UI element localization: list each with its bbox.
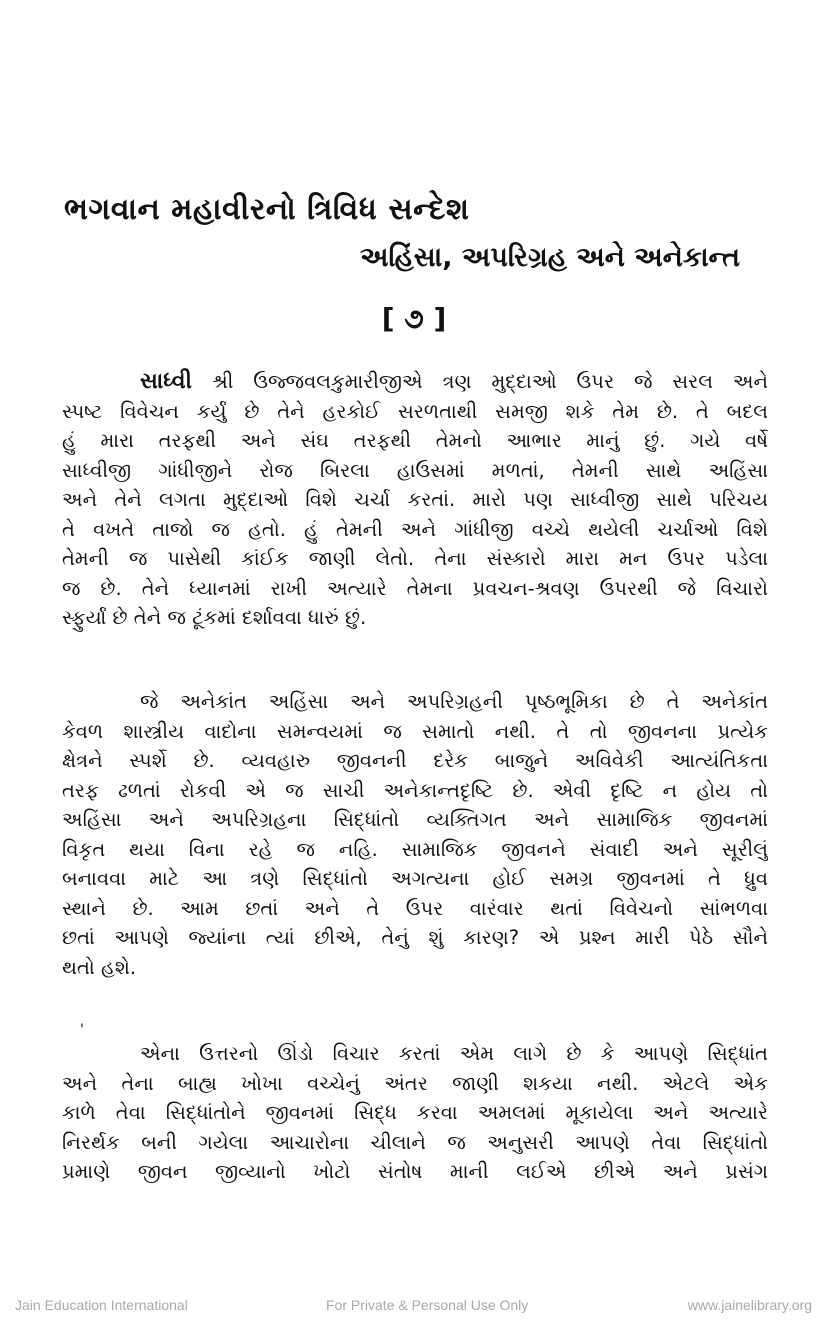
paragraph-line: કાળે તેવા સિદ્ધાંતોને જીવનમાં સિદ્ધ કરવા અમલમાં મૂકાયેલા અને અત્યારે — [62, 1101, 768, 1124]
paragraph-line: હું મારા તરફથી અને સંઘ તરફથી તેમનો આભાર માનું છું. ગયે વર્ષે — [62, 429, 768, 452]
paragraph-line: અહિંસા અને અપરિગ્રહના સિદ્ધાંતો વ્યક્તિગત અને સામાજિક જીવનમાં — [62, 808, 768, 831]
footer-usage-notice: For Private & Personal Use Only — [326, 1297, 529, 1313]
paragraph-line: બનાવવા માટે આ ત્રણે સિદ્ધાંતો અગત્યના હોઈ સમગ્ર જીવનમાં તે ધ્રુવ — [62, 867, 768, 890]
stray-print-mark: ' — [80, 1022, 84, 1038]
page-subtitle: અહિંસા, અપરિગ્રહ અને અનેકાન્ત — [359, 242, 740, 273]
footer-website-link[interactable]: www.jainelibrary.org — [687, 1297, 812, 1313]
paragraph-line: જે અનેકાંત અહિંસા અને અપરિગ્રહની પૃષ્ઠભૂમિકા છે તે અનેકાંત — [140, 690, 768, 713]
paragraph-line: સાધ્વી શ્રી ઉજ્જવલકુમારીજીએ ત્રણ મુદ્દાઓ ઉપર જે સરલ અને — [140, 369, 768, 394]
paragraph-line: એના ઉત્તરનો ઊંડો વિચાર કરતાં એમ લાગે છે કે આપણે સિદ્ધાંત — [140, 1042, 768, 1065]
paragraph-line: તેમની જ પાસેથી કાંઈક જાણી લેતો. તેના સંસ્કારો મારા મન ઉપર પડેલા — [62, 547, 768, 570]
paragraph-line: છતાં આપણે જ્યાંના ત્યાં છીએ, તેનું શું કારણ? એ પ્રશ્ન મારી પેઠે સૌને — [62, 926, 768, 949]
footer-publisher: Jain Education International — [15, 1297, 188, 1313]
paragraph-line: સાધ્વીજી ગાંધીજીને રોજ બિરલા હાઉસમાં મળતાં, તેમની સાથે અહિંસા — [62, 458, 768, 482]
chapter-number: [ ૭ ] — [381, 302, 447, 335]
paragraph-line: તરફ ઢળતાં રોકવી એ જ સાચી અનેકાન્તદૃષ્ટિ છે. એવી દૃષ્ટિ ન હોય તો — [62, 778, 768, 802]
paragraph-1 — [62, 367, 768, 633]
paragraph-line: સ્થાને છે. આમ છતાં અને તે ઉપર વારંવાર થતાં વિવેચનો સાંભળવા — [62, 896, 768, 920]
paragraph-line: અને તેને લગતા મુદ્દાઓ વિશે ચર્ચા કરતાં. મારો પણ સાધ્વીજી સાથે પરિચય — [62, 488, 768, 511]
paragraph-line: વિકૃત થયા વિના રહે જ નહિ. સામાજિક જીવનને સંવાદી અને સૂરીલું — [62, 837, 768, 861]
paragraph-line: સ્ફુર્યાં છે તેને જ ટૂંકમાં દર્શાવવા ધારું છું. — [62, 606, 367, 629]
paragraph-line: સ્પષ્ટ વિવેચન કર્યું છે તેને હરકોઈ સરળતાથી સમજી શકે તેમ છે. તે બદલ — [62, 399, 768, 423]
paragraph-line: થતો હશે. — [62, 955, 137, 979]
paragraph-lead-word: સાધ્વી — [140, 369, 192, 394]
paragraph-line: અને તેના બાહ્ય ખોખા વચ્ચેનું અંતર જાણી શકયા નથી. એટલે એક — [62, 1071, 768, 1095]
page-footer — [0, 1297, 828, 1321]
paragraph-line: કેવળ શાસ્ત્રીય વાદોના સમન્વયમાં જ સમાતો નથી. તે તો જીવનના પ્રત્યેક — [62, 719, 768, 743]
paragraph-3 — [62, 1039, 768, 1187]
paragraph-line: નિરર્થક બની ગયેલા આચારોના ચીલાને જ અનુસરી આપણે તેવા સિદ્ધાંતો — [62, 1130, 768, 1154]
paragraph-line: જ છે. તેને ધ્યાનમાં રાખી અત્યારે તેમના પ્રવચન-શ્રવણ ઉપરથી જે વિચારો — [62, 576, 768, 600]
paragraph-line: ક્ષેત્રને સ્પર્શે છે. વ્યવહારુ જીવનની દરેક બાજુને અવિવેકી આત્યંતિકતા — [62, 749, 768, 772]
paragraph-line: તે વખતે તાજો જ હતો. હું તેમની અને ગાંધીજી વચ્ચે થયેલી ચર્ચાઓ વિશે — [62, 517, 768, 541]
paragraph-line: પ્રમાણે જીવન જીવ્યાનો ખોટો સંતોષ માની લઈએ છીએ અને પ્રસંગ — [62, 1160, 768, 1183]
paragraph-2 — [62, 687, 768, 982]
page-title: ભગવાન મહાવીરનો ત્રિવિધ સન્દેશ — [64, 192, 470, 227]
